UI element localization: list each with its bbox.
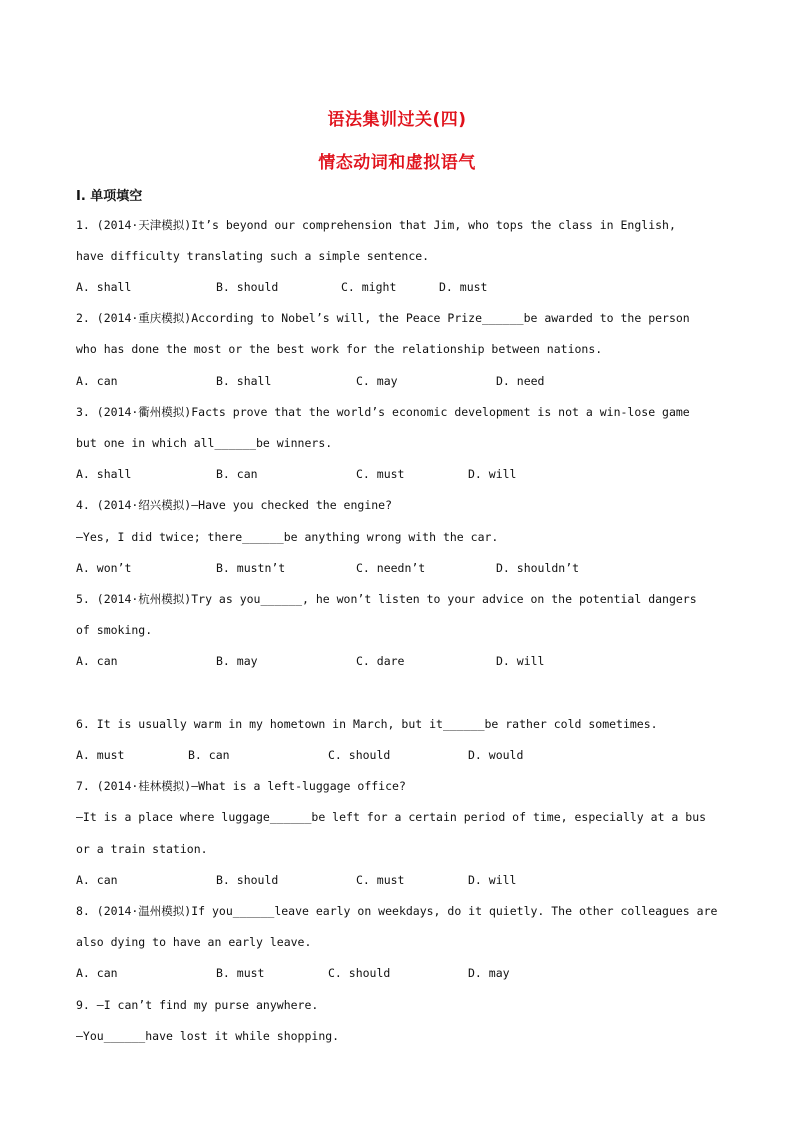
question-9-line-2: —You______have lost it while shopping. <box>76 1029 340 1043</box>
question-2-line-1: 2. (2014·重庆模拟)According to Nobel’s will, the Peace Prize______be awarded to the person <box>76 311 690 325</box>
question-1-option-d: D. must <box>439 280 488 294</box>
question-8-line-1: 8. (2014·温州模拟)If you______leave early on weekdays, do it quietly. The other colleagues are <box>76 904 718 918</box>
question-7-option-d: D. will <box>468 873 517 887</box>
question-4-line-2: —Yes, I did twice; there______be anything wrong with the car. <box>76 530 499 544</box>
question-1-option-a: A. shall <box>76 280 132 294</box>
document-subtitle: 情态动词和虚拟语气 <box>318 153 476 173</box>
question-2-option-c: C. may <box>356 374 398 388</box>
section-heading: Ⅰ. 单项填空 <box>76 189 143 204</box>
question-3-line-1: 3. (2014·衢州模拟)Facts prove that the world’s economic development is not a win-lose game <box>76 405 690 419</box>
question-5-line-2: of smoking. <box>76 623 153 637</box>
question-3-line-2: but one in which all______be winners. <box>76 436 333 450</box>
question-1-line-1: 1. (2014·天津模拟)It’s beyond our comprehension that Jim, who tops the class in English, <box>76 218 676 232</box>
question-7-option-b: B. should <box>216 873 279 887</box>
question-8-option-a: A. can <box>76 966 118 980</box>
question-7-option-a: A. can <box>76 873 118 887</box>
question-4-option-a: A. won’t <box>76 561 132 575</box>
question-8-option-b: B. must <box>216 966 265 980</box>
question-8-option-d: D. may <box>468 966 510 980</box>
question-3-option-c: C. must <box>356 467 405 481</box>
question-5-line-1: 5. (2014·杭州模拟)Try as you______, he won’t listen to your advice on the potential dangers <box>76 592 697 606</box>
question-9-line-1: 9. —I can’t find my purse anywhere. <box>76 998 319 1012</box>
question-1-option-c: C. might <box>341 280 397 294</box>
question-4-option-c: C. needn’t <box>356 561 426 575</box>
question-1-line-2: have difficulty translating such a simple sentence. <box>76 249 430 263</box>
question-6-option-c: C. should <box>328 748 391 762</box>
question-6-option-a: A. must <box>76 748 125 762</box>
question-7-line-1: 7. (2014·桂林模拟)—What is a left-luggage office? <box>76 779 406 793</box>
question-2-line-2: who has done the most or the best work for the relationship between nations. <box>76 342 603 356</box>
question-7-line-3: or a train station. <box>76 842 208 856</box>
question-5-option-d: D. will <box>496 654 545 668</box>
question-5-option-b: B. may <box>216 654 258 668</box>
question-4-option-d: D. shouldn’t <box>496 561 580 575</box>
document-title: 语法集训过关(四) <box>327 110 467 130</box>
question-2-option-b: B. shall <box>216 374 272 388</box>
question-3-option-b: B. can <box>216 467 258 481</box>
question-3-option-a: A. shall <box>76 467 132 481</box>
question-2-option-a: A. can <box>76 374 118 388</box>
question-6-line-1: 6. It is usually warm in my hometown in March, but it______be rather cold sometimes. <box>76 717 658 731</box>
question-5-option-a: A. can <box>76 654 118 668</box>
question-1-option-b: B. should <box>216 280 279 294</box>
question-3-option-d: D. will <box>468 467 517 481</box>
question-2-option-d: D. need <box>496 374 545 388</box>
question-6-option-d: D. would <box>468 748 524 762</box>
question-5-option-c: C. dare <box>356 654 405 668</box>
question-7-line-2: —It is a place where luggage______be left for a certain period of time, especially at a bus <box>76 810 707 824</box>
question-8-option-c: C. should <box>328 966 391 980</box>
question-8-line-2: also dying to have an early leave. <box>76 935 312 949</box>
question-4-option-b: B. mustn’t <box>216 561 286 575</box>
question-4-line-1: 4. (2014·绍兴模拟)—Have you checked the engine? <box>76 498 393 512</box>
question-7-option-c: C. must <box>356 873 405 887</box>
question-6-option-b: B. can <box>188 748 230 762</box>
